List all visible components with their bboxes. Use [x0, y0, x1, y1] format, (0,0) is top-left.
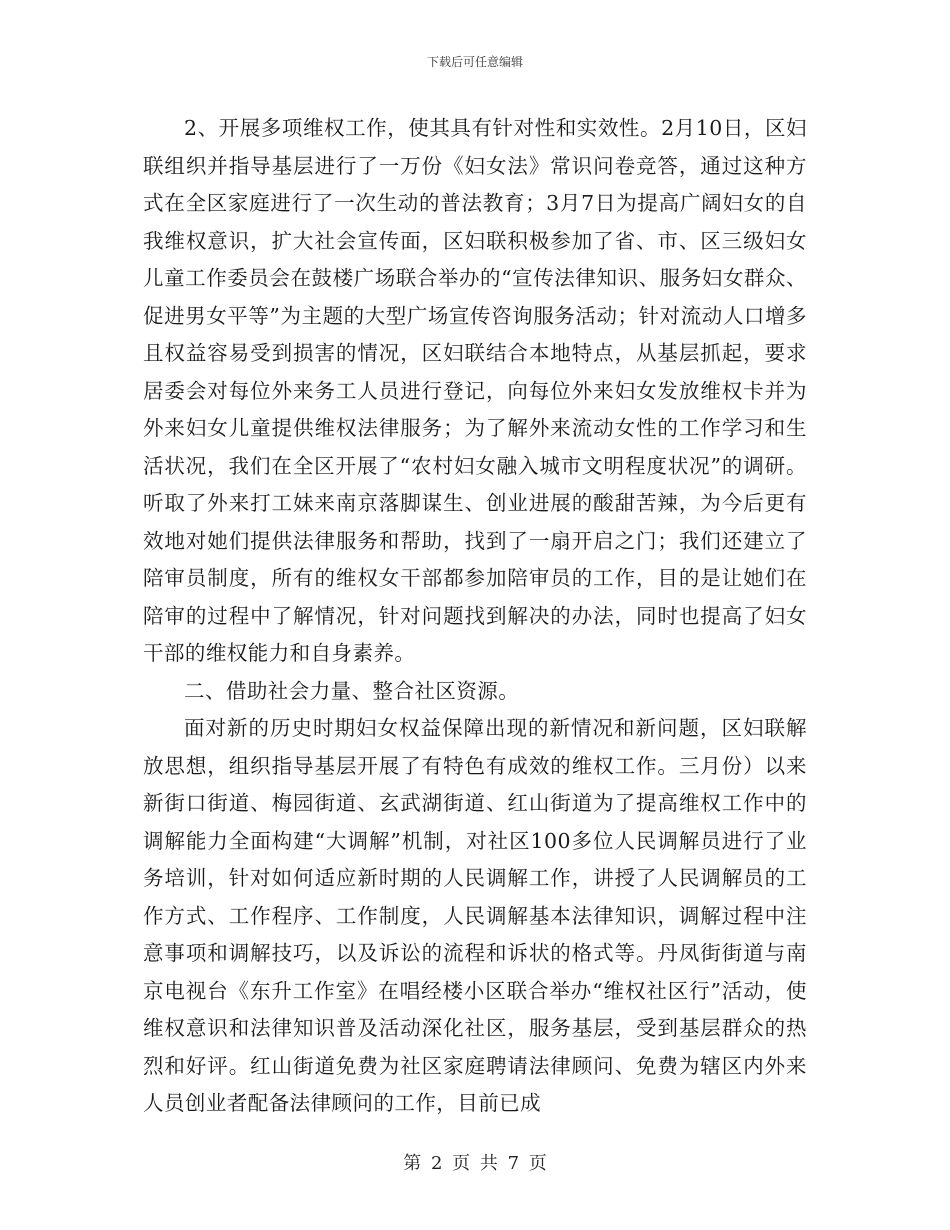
section-heading-social-resources: 二、借助社会力量、整合社区资源。	[184, 678, 520, 703]
page-header-note: 下载后可任意编辑	[426, 55, 523, 69]
paragraph-rights-work: 2、开展多项维权工作，使其具有针对性和实效性。2月10日，区妇联组织并指导基层进行了一万份《妇女法》常识问卷竞答，通过这种方式在全区家庭进行了一次生动的普法教育；3月7日为提高广阔妇女的自我维权意识，扩大社会宣传面，区妇联积极参加了省、市、区三级妇女儿童工作委员会在鼓楼广场联合举办的“宣传法律知识、服务妇女群众、促进男女平等”为主题的大型广场宣传咨询服务活动；针对流动人口增多且权益容易受到损害的情况，区妇联结合本地特点，从基层抓起，要求居委会对每位外来务工人员进行登记，向每位外来妇女发放维权卡并为外来妇女儿童提供维权法律服务；为了解外来流动女性的工作学习和生活状况，我们在全区开展了“农村妇女融入城市文明程度状况”的调研。听取了外来打工妹来南京落脚谋生、创业进展的酸甜苦辣，为今后更有效地对她们提供法律服务和帮助，找到了一扇开启之门；我们还建立了陪审员制度，所有的维权女干部都参加陪审员的工作，目的是让她们在陪审的过程中了解情况，针对问题找到解决的办法，同时也提高了妇女干部的维权能力和自身素养。	[143, 116, 807, 665]
page-number-footer: 第 2 页 共 7 页	[403, 1153, 547, 1174]
document-body	[143, 110, 807, 1123]
paragraph-new-situation: 面对新的历史时期妇女权益保障出现的新情况和新问题，区妇联解放思想，组织指导基层开展了有特色有成效的维权工作。三月份）以来新街口街道、梅园街道、玄武湖街道、红山街道为了提高维权工作中的调解能力全面构建“大调解”机制，对社区100多位人民调解员进行了业务培训，针对如何适应新时期的人民调解工作，讲授了人民调解员的工作方式、工作程序、工作制度，人民调解基本法律知识，调解过程中注意事项和调解技巧，以及诉讼的流程和诉状的格式等。丹凤街街道与南京电视台《东升工作室》在唱经楼小区联合举办“维权社区行”活动，使维权意识和法律知识普及活动深化社区，服务基层，受到基层群众的热烈和好评。红山街道免费为社区家庭聘请法律顾问、免费为辖区内外来人员创业者配备法律顾问的工作，目前已成	[143, 716, 807, 1115]
